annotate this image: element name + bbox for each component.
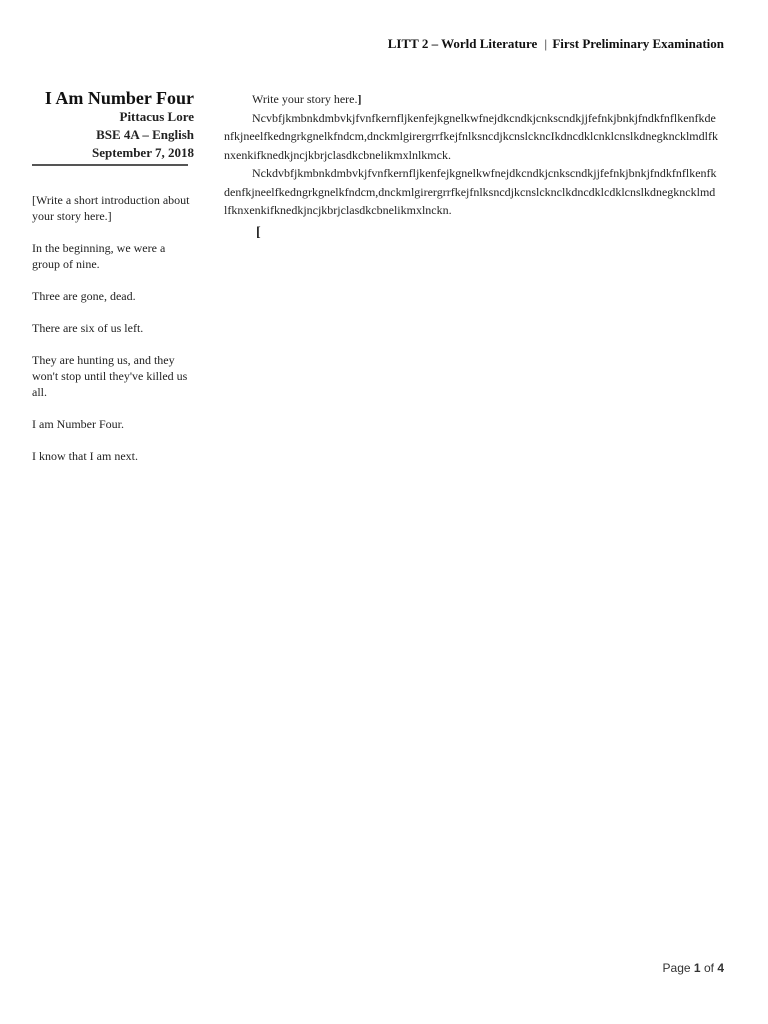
intro-paragraph: They are hunting us, and they won't stop until they've killed us all.	[32, 353, 188, 399]
document-header	[388, 36, 724, 52]
story-paragraph-1: Ncvbfjkmbnkdmbvkjfvnfkernfljkenfejkgnelkwfnejdkcndkjcnkscndkjjfefnkjbnkjfndkfnflkenfkdenfkjneelfkedngrkgnelkfndcm,dnckmlgirergrrfkejfnlksncdjkcnslckncIkdncdklcnklcnslkdnegkncklmdlfknxenkifknedkjncjkbrjclasdkcbnelikmxlnlkmck.	[224, 110, 718, 162]
intro-paragraph: In the beginning, we were a group of nine.	[32, 241, 166, 271]
intro-paragraph: Three are gone, dead.	[32, 289, 136, 303]
story-title[interactable]: I Am Number Four	[44, 88, 194, 108]
course-title: LITT 2 – World Literature	[387, 36, 538, 51]
page-number	[663, 961, 724, 975]
exam-title: First Preliminary Examination	[552, 36, 724, 51]
total-pages: 4	[717, 961, 724, 975]
story-paragraph-2: Nckdvbfjkmbnkdmbvkjfvnfkernfljkenfejkgnelkwfnejdkcndkjcnkscndkjjfefnkjbnkjfndkfnflkenfkdenfkjneelfkedngrkgnelkfndcm,dnckmlgirergrrfkejfnlksncdjkcnslcknclkdncdklcdklcnslkdnegkncklmdlfknxenkifknedkjncjkbrjclasdkcbnelikmxlnckn.	[224, 166, 717, 217]
author-name[interactable]: Pittacus Lore	[119, 109, 194, 124]
story-body[interactable]	[224, 90, 718, 242]
intro-paragraph: There are six of us left.	[32, 321, 144, 335]
class-section[interactable]: BSE 4A – English	[96, 127, 194, 142]
title-divider	[32, 164, 188, 166]
closing-bracket: ]	[357, 92, 362, 106]
sidebar	[32, 88, 194, 480]
intro-paragraph: I am Number Four.	[32, 417, 124, 431]
header-separator: |	[544, 36, 548, 51]
intro-paragraph: [Write a short introduction about your story here.]	[32, 193, 190, 223]
current-page: 1	[693, 961, 701, 975]
story-prompt	[224, 90, 718, 109]
opening-bracket: [	[256, 224, 261, 240]
story-date[interactable]: September 7, 2018	[92, 145, 194, 160]
intro-paragraph: I know that I am next.	[32, 449, 138, 463]
page-label: Page	[662, 961, 691, 975]
story-introduction[interactable]	[32, 192, 194, 464]
of-label: of	[703, 961, 714, 975]
story-prompt-text: Write your story here.	[252, 92, 358, 106]
